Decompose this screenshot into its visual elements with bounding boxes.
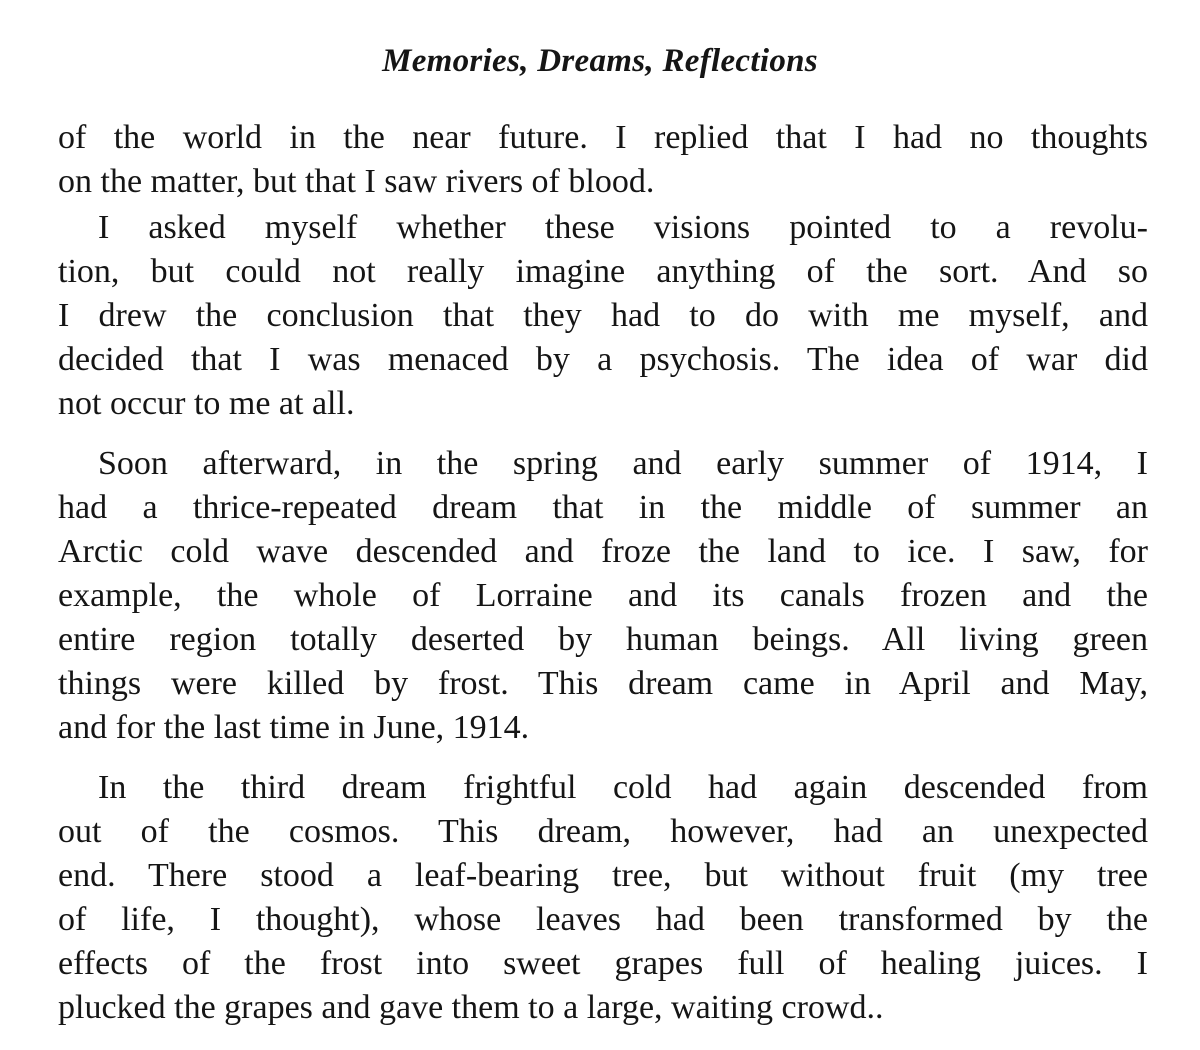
- text-line: I drew the conclusion that they had to do with me myself, and: [58, 297, 1148, 334]
- text-line: In the third dream frightful cold had again descended from: [98, 769, 1148, 806]
- text-line: decided that I was menaced by a psychosis. The idea of war did: [58, 341, 1148, 378]
- text-line: and for the last time in June, 1914.: [58, 709, 530, 746]
- text-line: end. There stood a leaf-bearing tree, but without fruit (my tree: [58, 857, 1148, 894]
- text-line: had a thrice-repeated dream that in the middle of summer an: [58, 489, 1148, 526]
- text-line: tion, but could not really imagine anything of the sort. And so: [58, 253, 1148, 290]
- text-line: example, the whole of Lorraine and its canals frozen and the: [58, 577, 1148, 614]
- text-line: of life, I thought), whose leaves had been transformed by the: [58, 901, 1148, 938]
- text-line: out of the cosmos. This dream, however, had an unexpected: [58, 813, 1148, 850]
- text-line: effects of the frost into sweet grapes full of healing juices. I: [58, 945, 1148, 982]
- text-line: on the matter, but that I saw rivers of blood.: [58, 163, 655, 200]
- text-line: entire region totally deserted by human beings. All living green: [58, 621, 1148, 658]
- text-line: of the world in the near future. I replied that I had no thoughts: [58, 119, 1148, 156]
- text-line: not occur to me at all.: [58, 385, 355, 422]
- running-head: Memories, Dreams, Reflections: [382, 43, 818, 79]
- text-line: Soon afterward, in the spring and early summer of 1914, I: [98, 445, 1148, 482]
- text-line: Arctic cold wave descended and froze the land to ice. I saw, for: [58, 533, 1148, 570]
- text-line: things were killed by frost. This dream came in April and May,: [58, 665, 1148, 702]
- text-line: I asked myself whether these visions pointed to a revolu-: [98, 209, 1148, 246]
- text-line: plucked the grapes and gave them to a large, waiting crowd..: [58, 989, 884, 1026]
